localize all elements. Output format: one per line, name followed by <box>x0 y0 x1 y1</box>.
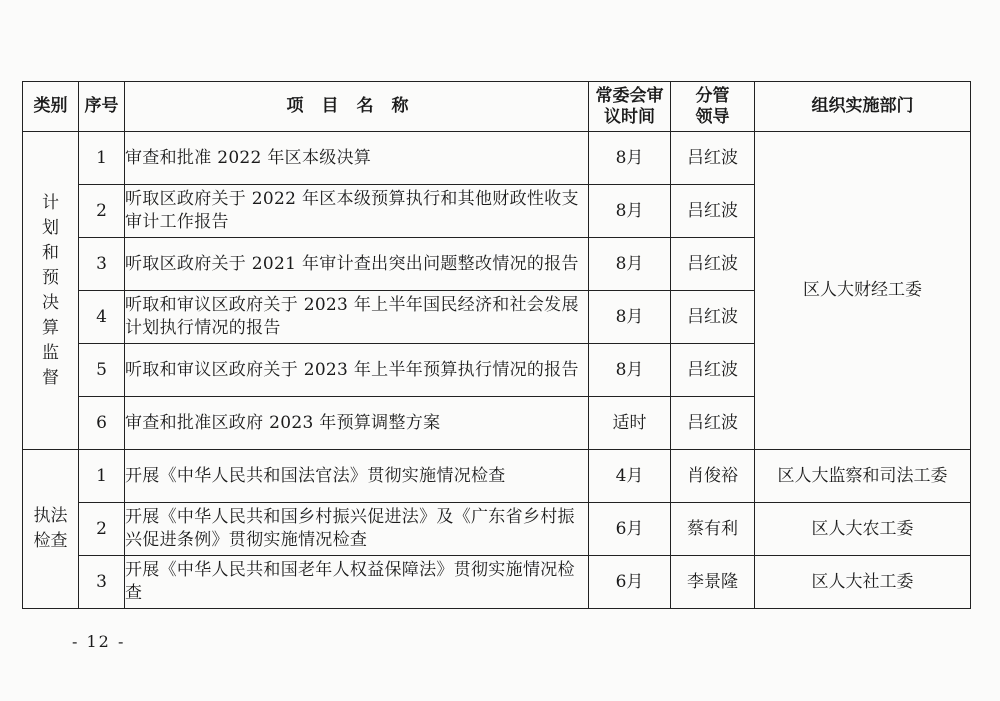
header-leader: 分管领导 <box>671 82 755 132</box>
seq-cell: 4 <box>79 291 125 344</box>
table-row <box>23 556 971 609</box>
time-cell: 8月 <box>589 132 671 185</box>
project-name-cell: 开展《中华人民共和国法官法》贯彻实施情况检查 <box>125 450 589 503</box>
table-row <box>23 132 971 185</box>
seq-cell: 3 <box>79 238 125 291</box>
time-cell: 8月 <box>589 238 671 291</box>
dept-cell: 区人大财经工委 <box>755 132 971 450</box>
category-cell: 执法检查 <box>23 450 79 609</box>
seq-cell: 3 <box>79 556 125 609</box>
seq-cell: 2 <box>79 503 125 556</box>
leader-cell: 李景隆 <box>671 556 755 609</box>
leader-cell: 吕红波 <box>671 397 755 450</box>
time-cell: 4月 <box>589 450 671 503</box>
leader-cell: 吕红波 <box>671 185 755 238</box>
project-name-cell: 审查和批准区政府 2023 年预算调整方案 <box>125 397 589 450</box>
header-dept: 组织实施部门 <box>755 82 971 132</box>
project-name-cell: 听取和审议区政府关于 2023 年上半年国民经济和社会发展计划执行情况的报告 <box>125 291 589 344</box>
leader-cell: 肖俊裕 <box>671 450 755 503</box>
time-cell: 6月 <box>589 503 671 556</box>
dept-cell: 区人大农工委 <box>755 503 971 556</box>
seq-cell: 6 <box>79 397 125 450</box>
header-name: 项目名称 <box>125 82 589 132</box>
leader-cell: 吕红波 <box>671 291 755 344</box>
header-seq: 序号 <box>79 82 125 132</box>
project-name-cell: 开展《中华人民共和国老年人权益保障法》贯彻实施情况检查 <box>125 556 589 609</box>
project-name-cell: 听取和审议区政府关于 2023 年上半年预算执行情况的报告 <box>125 344 589 397</box>
table-row <box>23 503 971 556</box>
leader-cell: 蔡有利 <box>671 503 755 556</box>
time-cell: 8月 <box>589 291 671 344</box>
seq-cell: 1 <box>79 132 125 185</box>
leader-cell: 吕红波 <box>671 344 755 397</box>
supervision-plan-table <box>22 81 971 609</box>
table-row <box>23 450 971 503</box>
project-name-cell: 听取区政府关于 2021 年审计查出突出问题整改情况的报告 <box>125 238 589 291</box>
leader-cell: 吕红波 <box>671 132 755 185</box>
header-row <box>23 82 971 132</box>
seq-cell: 2 <box>79 185 125 238</box>
time-cell: 6月 <box>589 556 671 609</box>
seq-cell: 1 <box>79 450 125 503</box>
time-cell: 8月 <box>589 185 671 238</box>
page-number: - 12 - <box>72 632 126 651</box>
header-category: 类别 <box>23 82 79 132</box>
project-name-cell: 听取区政府关于 2022 年区本级预算执行和其他财政性收支审计工作报告 <box>125 185 589 238</box>
header-time: 常委会审议时间 <box>589 82 671 132</box>
category-cell: 计划和预决算监督 <box>23 132 79 450</box>
seq-cell: 5 <box>79 344 125 397</box>
time-cell: 8月 <box>589 344 671 397</box>
time-cell: 适时 <box>589 397 671 450</box>
dept-cell: 区人大社工委 <box>755 556 971 609</box>
leader-cell: 吕红波 <box>671 238 755 291</box>
project-name-cell: 审查和批准 2022 年区本级决算 <box>125 132 589 185</box>
dept-cell: 区人大监察和司法工委 <box>755 450 971 503</box>
project-name-cell: 开展《中华人民共和国乡村振兴促进法》及《广东省乡村振兴促进条例》贯彻实施情况检查 <box>125 503 589 556</box>
